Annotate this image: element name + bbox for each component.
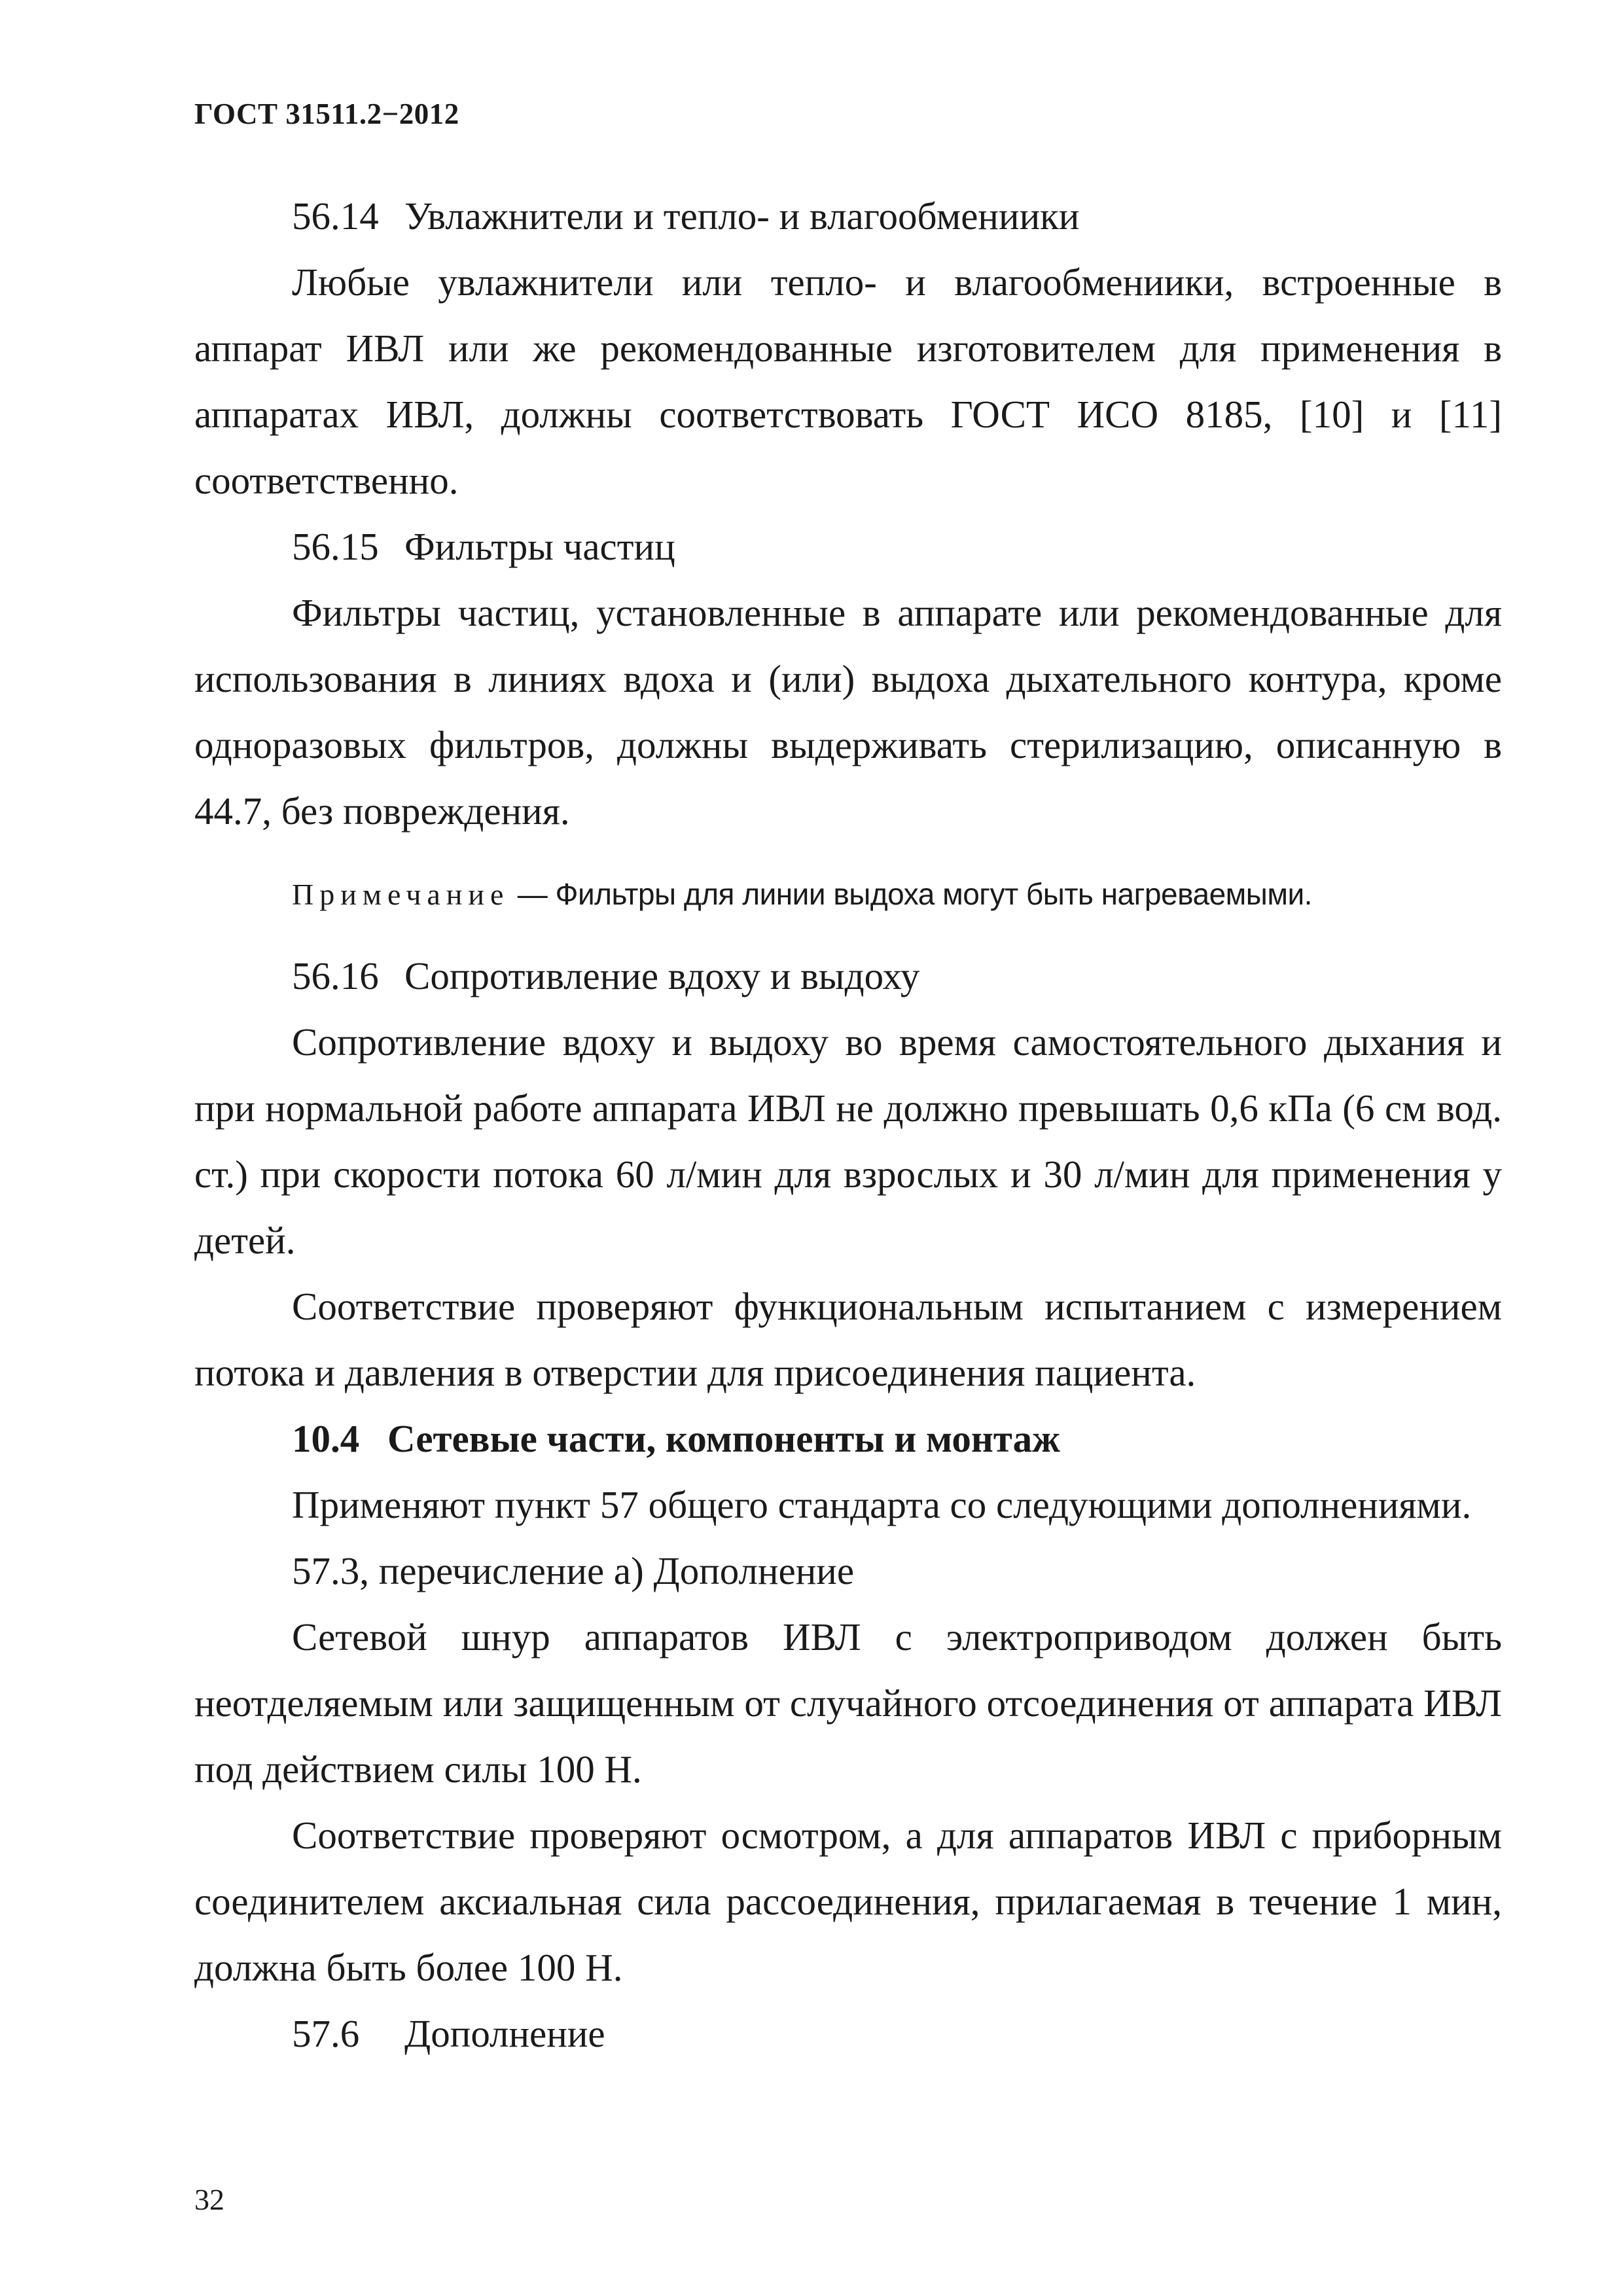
paragraph: Применяют пункт 57 общего стандарта со следующими дополнениями. (292, 1483, 1472, 1526)
paragraph: Сетевой шнур аппаратов ИВЛ с электроприводом должен быть неотделяемым или защищенным от случайного отсоединения от аппарата ИВЛ под действием силы 100 Н. (194, 1615, 1502, 1791)
section-heading-57-3 (194, 1538, 1502, 1604)
paragraph: Сопротивление вдоху и выдоху во время самостоятельного дыхания и при нормальной работе аппарата ИВЛ не должно превышать 0,6 кПа (6 см вод. ст.) при скорости потока 60 л/мин для взрослых и 30 л/мин для применения у детей. (194, 1020, 1502, 1262)
paragraph: Соответствие проверяют осмотром, а для аппаратов ИВЛ с приборным соединителем аксиальная сила рассоединения, прилагаемая в течение 1 мин, должна быть более 100 Н. (194, 1814, 1502, 1989)
section-heading-56-15 (194, 514, 1502, 580)
section-heading-56-16 (194, 943, 1502, 1009)
document-header: ГОСТ 31511.2−2012 (194, 98, 459, 130)
section-heading-57-6 (194, 2001, 1502, 2067)
paragraph: Соответствие проверяют функциональным испытанием с измерением потока и давления в отверстии для присоединения пациента. (194, 1285, 1502, 1394)
section-title: Сетевые части, компоненты и монтаж (387, 1417, 1060, 1460)
section-number: 56.15 (292, 525, 379, 568)
section-title: Увлажнители и тепло- и влагообмениики (404, 194, 1080, 238)
document-body (194, 183, 1502, 2067)
section-title: 57.3, перечисление а) Дополнение (292, 1549, 855, 1592)
note-text: — Фильтры для линии выдоха могут быть нагреваемыми. (517, 877, 1312, 911)
section-title: Фильтры частиц (404, 525, 675, 568)
paragraph: Любые увлажнители или тепло- и влагообмениики, встроенные в аппарат ИВЛ или же рекомендованные изготовителем для применения в аппаратах ИВЛ, должны соответствовать ГОСТ ИСО 8185, [10] и [11] соответственно. (194, 260, 1502, 502)
section-number: 10.4 (292, 1417, 360, 1460)
note-label: Примечание (292, 878, 510, 911)
note (194, 855, 1502, 934)
section-title: Дополнение (404, 2012, 605, 2055)
section-heading-56-14 (194, 183, 1502, 249)
section-title: Сопротивление вдоху и выдоху (404, 954, 920, 997)
section-number: 56.14 (292, 194, 379, 238)
paragraph: Фильтры частиц, установленные в аппарате или рекомендованные для использования в линиях вдоха и (или) выдоха дыхательного контура, кроме одноразовых фильтров, должны выдерживать стерилизацию, описанную в 44.7, без повреждения. (194, 591, 1502, 833)
section-heading-10-4 (194, 1406, 1502, 1472)
page-number: 32 (194, 2183, 224, 2216)
section-number: 57.6 (292, 2012, 360, 2055)
section-number: 56.16 (292, 954, 379, 997)
